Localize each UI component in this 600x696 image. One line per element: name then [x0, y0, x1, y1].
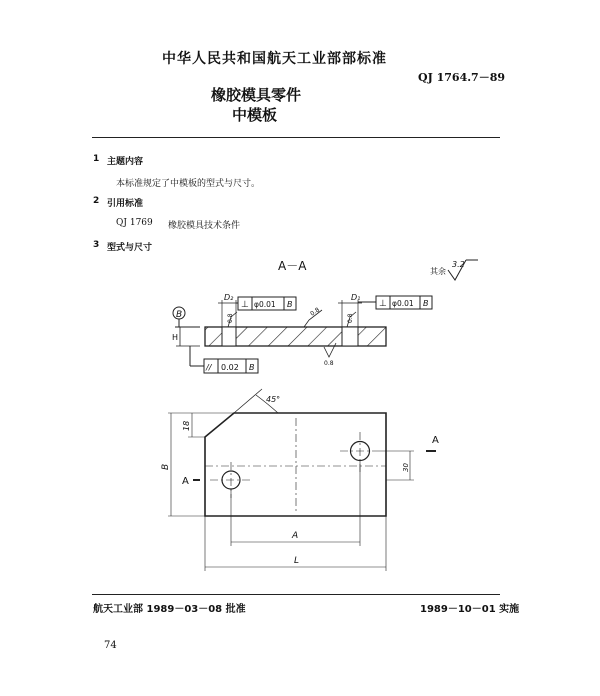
approval-line: 航天工业部 1989－03－08 批准: [93, 604, 246, 615]
section-1-title: 主题内容: [107, 157, 144, 167]
fcf-left: [238, 297, 296, 310]
dim-l-label: L: [294, 556, 300, 566]
section-marker-left: A: [182, 476, 189, 487]
svg-text:0.8: 0.8: [227, 313, 234, 323]
fcf-right-symbol: ⊥: [379, 299, 387, 309]
document-subtitle: 中模板: [232, 106, 278, 124]
svg-text:0.8: 0.8: [324, 360, 334, 367]
fcf-right-datum: B: [423, 299, 429, 308]
document-title: 橡胶模具零件: [211, 86, 302, 104]
roughness-mark-d1: [347, 312, 356, 327]
implementation-line: 1989－10－01 实施: [420, 604, 520, 615]
angle-extension: [234, 389, 262, 413]
plan-view-plate: [205, 413, 386, 516]
reference-title: 橡胶模具技术条件: [168, 221, 241, 231]
section-3-title: 型式与尺寸: [107, 243, 153, 253]
svg-text:0.8: 0.8: [347, 313, 354, 323]
section-1-body: 本标准规定了中模板的型式与尺寸。: [116, 179, 261, 189]
fcf-left-symbol: ⊥: [241, 300, 249, 310]
d1-label: D₁: [351, 293, 361, 302]
fcf-parallel-tolerance: 0.02: [221, 363, 239, 372]
fcf-parallel: [204, 359, 258, 373]
roughness-mark-top: [304, 306, 322, 327]
page-number: 74: [104, 640, 117, 651]
fcf-right: [376, 296, 432, 309]
section-marker-right: A: [432, 435, 439, 446]
dim-18-label: 18: [182, 420, 191, 431]
reference-code: QJ 1769: [116, 218, 153, 228]
footer-rule: [92, 594, 500, 595]
section-2-number: 2: [93, 196, 100, 206]
section-1-number: 1: [93, 154, 100, 164]
angle-label: 45°: [266, 395, 281, 404]
fcf-parallel-symbol: //: [206, 363, 212, 372]
section-hole-right: [342, 327, 358, 346]
section-view-label: A－A: [278, 259, 307, 273]
section-hole-left: [222, 327, 236, 346]
dim-b-label: B: [161, 463, 171, 470]
dim-30-label: 30: [402, 463, 410, 472]
roughness-rest-value: 3.2: [452, 260, 465, 269]
fcf-right-tolerance: φ0.01: [392, 299, 414, 308]
d2-label: D₂: [224, 293, 234, 302]
section-3-number: 3: [93, 240, 100, 250]
fcf-left-tolerance: φ0.01: [254, 300, 276, 309]
roughness-mark-d2: [227, 312, 237, 327]
issuing-organization: 中华人民共和国航天工业部部标准: [162, 51, 387, 67]
h-dimension-label: H: [172, 333, 179, 342]
fcf-parallel-datum: B: [249, 363, 255, 372]
roughness-rest-label: 其余: [430, 267, 446, 276]
fcf-left-datum: B: [287, 300, 293, 309]
svg-text:0.8: 0.8: [309, 306, 321, 318]
dim-a-label: A: [292, 531, 299, 541]
standard-code: QJ 1764.7－89: [418, 71, 506, 84]
section-2-title: 引用标准: [107, 199, 144, 209]
datum-b-label: B: [176, 310, 183, 320]
